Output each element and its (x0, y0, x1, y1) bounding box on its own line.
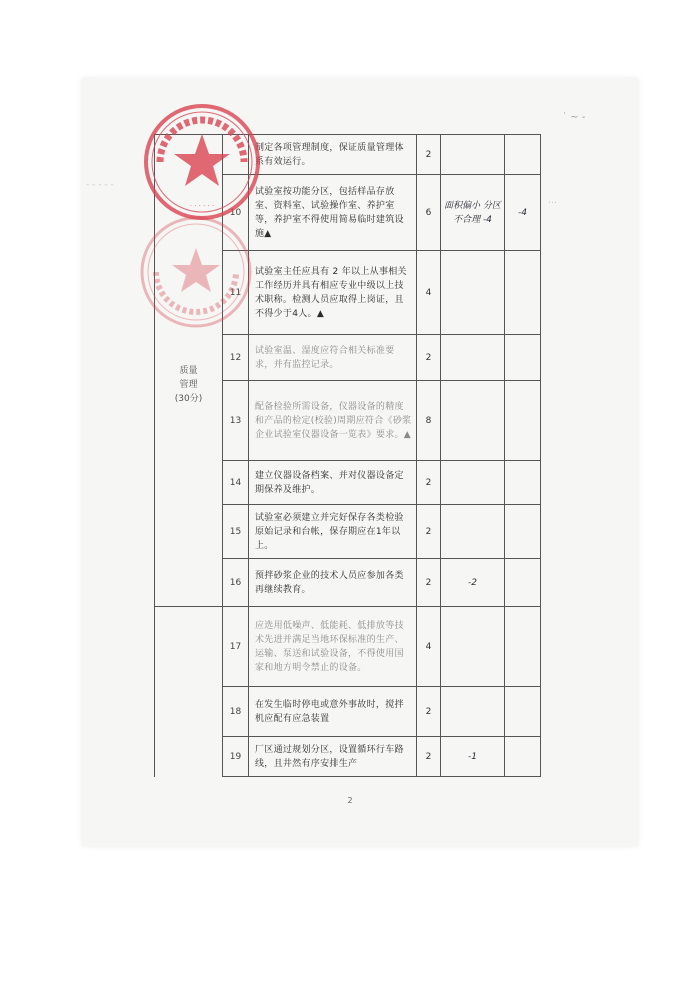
requirement-text: 制定各项管理制度，保证质量管理体系有效运行。 (249, 135, 417, 175)
score-cell: 2 (417, 687, 441, 737)
assessment-cell (441, 505, 505, 559)
assessment-cell: -1 (441, 737, 505, 777)
deduction-cell (505, 687, 541, 737)
requirement-text: 试验室必须建立并完好保存各类检验原始记录和台帐，保存期应在1年以上。 (249, 505, 417, 559)
assessment-cell (441, 135, 505, 175)
requirement-text: 应选用低噪声、低能耗、低排放等技术先进并满足当地环保标准的生产、运输、泵送和试验设备，不得使用国家和地方明令禁止的设备。 (249, 607, 417, 687)
row-number: 16 (223, 559, 249, 607)
deduction-cell (505, 737, 541, 777)
score-cell: 2 (417, 461, 441, 505)
requirement-text: 建立仪器设备档案、并对仪器设备定期保养及维护。 (249, 461, 417, 505)
deduction-cell (505, 461, 541, 505)
table-row (155, 135, 541, 175)
row-number: 19 (223, 737, 249, 777)
requirement-text: 在发生临时停电或意外事故时，搅拌机应配有应急装置 (249, 687, 417, 737)
score-cell: 8 (417, 381, 441, 461)
assessment-cell (441, 461, 505, 505)
row-number: 14 (223, 461, 249, 505)
score-cell: 2 (417, 335, 441, 381)
assessment-cell (441, 607, 505, 687)
assessment-cell (441, 251, 505, 335)
deduction-cell (505, 335, 541, 381)
row-number: 15 (223, 505, 249, 559)
deduction-cell: -4 (505, 175, 541, 251)
deduction-cell (505, 505, 541, 559)
requirement-text: 配备检验所需设备，仪器设备的精度和产品的检定(校验)周期应符合《砂浆企业试验室仪器设备一览表》要求。▲ (249, 381, 417, 461)
row-number: 10 (223, 175, 249, 251)
requirement-text: 预拌砂浆企业的技术人员应参加各类再继续教育。 (249, 559, 417, 607)
row-number: 18 (223, 687, 249, 737)
deduction-cell (505, 135, 541, 175)
row-number: 13 (223, 381, 249, 461)
requirement-text: 试验室按功能分区，包括样品存放室、资料室、试验操作室、养护室等，养护室不得使用简易临时建筑设施▲ (249, 175, 417, 251)
bleed-through-text-right: … (548, 196, 557, 206)
deduction-cell (505, 251, 541, 335)
category-cell-empty (155, 607, 223, 777)
requirement-text: 试验室主任应具有 2 年以上从事相关工作经历并具有相应专业中级以上技术职称。检测人员应取得上岗证，且不得少于4人。▲ (249, 251, 417, 335)
score-cell: 6 (417, 175, 441, 251)
svg-text:· · · · · ·: · · · · · · (189, 202, 215, 210)
assessment-cell (441, 687, 505, 737)
requirement-text: 厂区通过规划分区，设置循环行车路线，且井然有序安排生产 (249, 737, 417, 777)
row-number: 11 (223, 251, 249, 335)
table-row (155, 607, 541, 687)
row-number: 12 (223, 335, 249, 381)
category-points: (30分) (174, 393, 203, 404)
deduction-cell (505, 607, 541, 687)
score-cell: 2 (417, 559, 441, 607)
score-cell: 4 (417, 251, 441, 335)
score-cell: 4 (417, 607, 441, 687)
row-number: 17 (223, 607, 249, 687)
score-cell: 2 (417, 737, 441, 777)
assessment-cell: -2 (441, 559, 505, 607)
deduction-cell (505, 559, 541, 607)
deduction-cell (505, 381, 541, 461)
page-number: 2 (347, 796, 353, 805)
assessment-table (154, 134, 541, 777)
category-cell (155, 135, 223, 607)
assessment-cell: 面积偏小 分区不合理 -4 (441, 175, 505, 251)
row-number (223, 135, 249, 175)
score-cell: 2 (417, 135, 441, 175)
score-cell: 2 (417, 505, 441, 559)
bleed-through-text: - - - - - (86, 180, 114, 190)
requirement-text: 试验室温、湿度应符合相关标准要求，并有监控记录。 (249, 335, 417, 381)
scan-mark: ˙ ~ - (562, 112, 586, 123)
category-name: 质量管理 (179, 365, 198, 390)
assessment-cell (441, 381, 505, 461)
assessment-cell (441, 335, 505, 381)
